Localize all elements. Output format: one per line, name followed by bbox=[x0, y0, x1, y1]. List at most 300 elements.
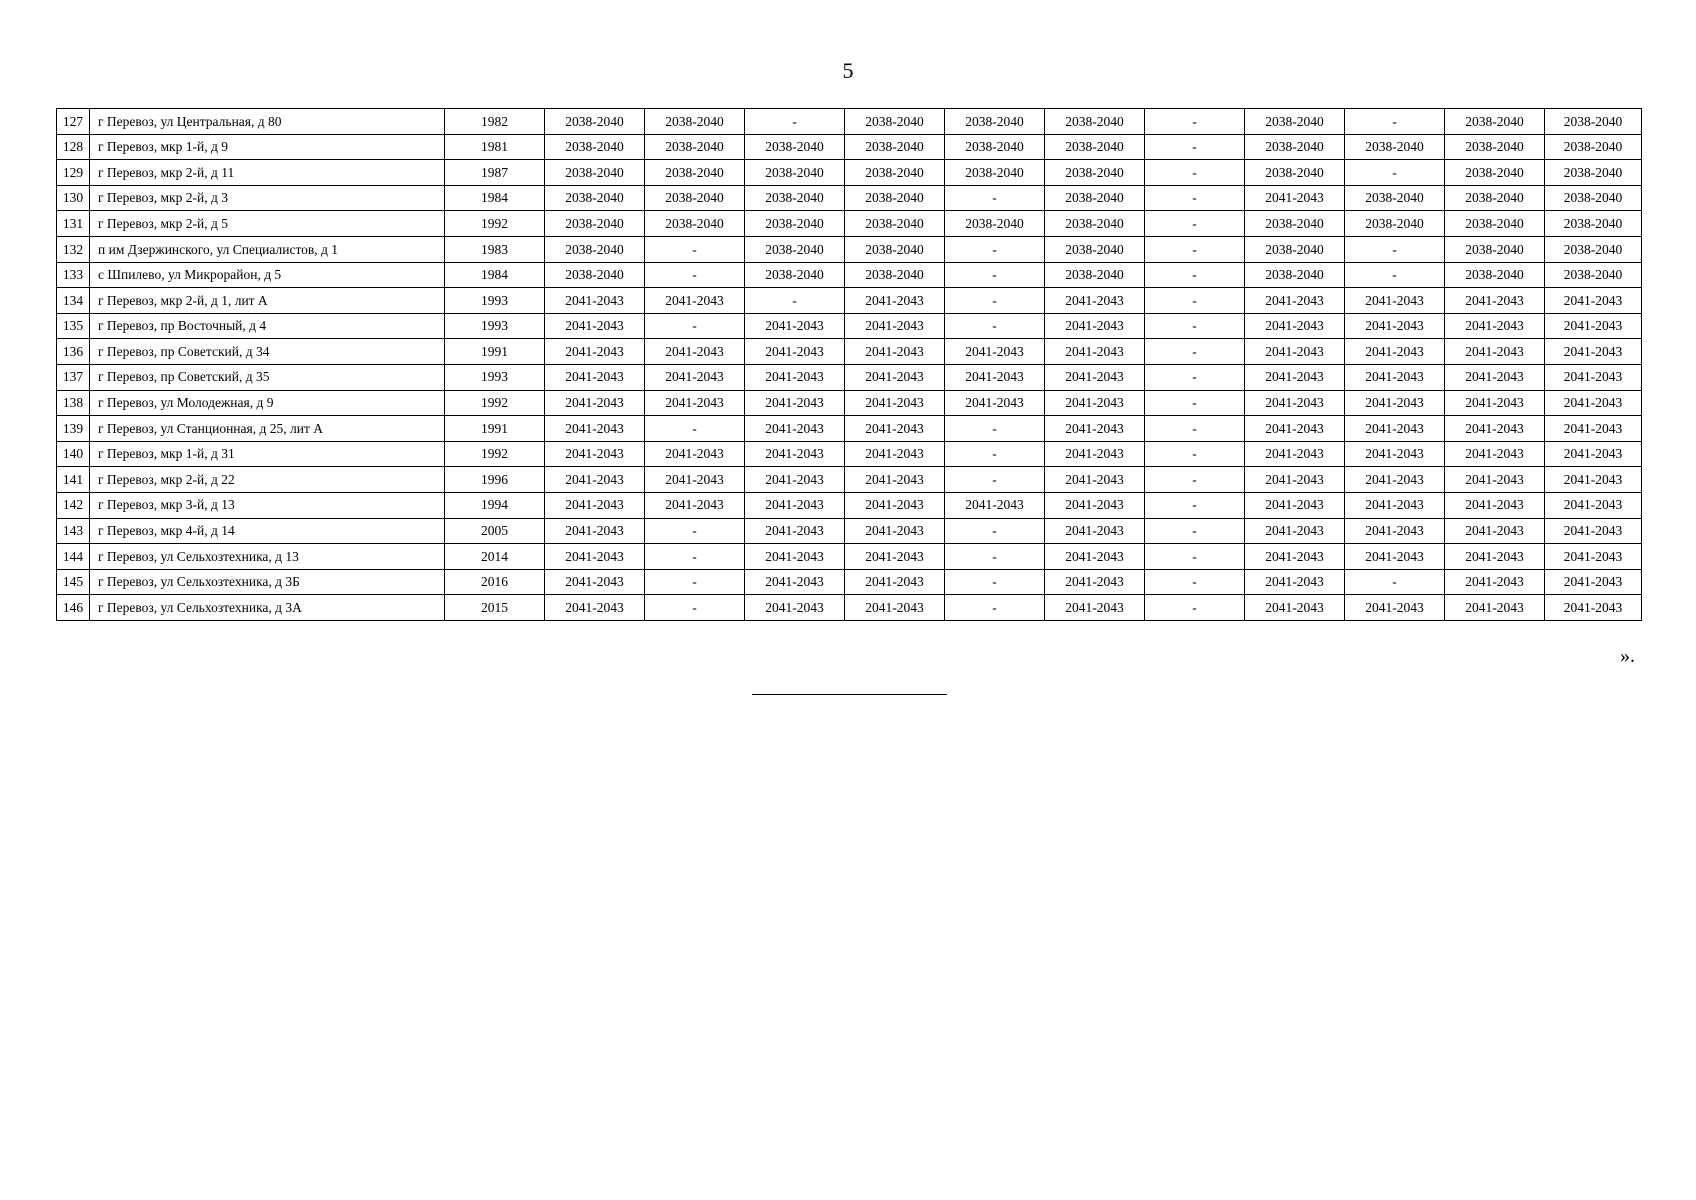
address-cell: г Перевоз, мкр 2-й, д 3 bbox=[90, 185, 445, 211]
work-period-cell: 2041-2043 bbox=[545, 467, 645, 493]
work-period-cell: 2041-2043 bbox=[1445, 313, 1545, 339]
work-period-cell: 2038-2040 bbox=[745, 211, 845, 237]
work-period-cell: 2041-2043 bbox=[845, 339, 945, 365]
work-period-cell: 2038-2040 bbox=[1045, 262, 1145, 288]
work-period-cell: 2038-2040 bbox=[1045, 134, 1145, 160]
work-period-cell: 2041-2043 bbox=[1545, 339, 1642, 365]
separator-line bbox=[752, 694, 947, 695]
work-period-cell: 2038-2040 bbox=[645, 160, 745, 186]
work-period-cell: 2038-2040 bbox=[1345, 211, 1445, 237]
work-period-cell: 2038-2040 bbox=[1045, 160, 1145, 186]
work-period-cell: 2041-2043 bbox=[1045, 313, 1145, 339]
work-period-cell: 2041-2043 bbox=[1345, 339, 1445, 365]
work-period-cell: - bbox=[1145, 134, 1245, 160]
table-row bbox=[57, 544, 1642, 570]
work-period-cell: 2041-2043 bbox=[1045, 467, 1145, 493]
work-period-cell: 2038-2040 bbox=[545, 236, 645, 262]
work-period-cell: 2038-2040 bbox=[1245, 109, 1345, 135]
work-period-cell: 2041-2043 bbox=[1545, 288, 1642, 314]
work-period-cell: - bbox=[1145, 364, 1245, 390]
work-period-cell: 2041-2043 bbox=[545, 339, 645, 365]
year-built-cell: 1994 bbox=[445, 492, 545, 518]
work-period-cell: - bbox=[1345, 569, 1445, 595]
work-period-cell: 2041-2043 bbox=[845, 492, 945, 518]
table-row bbox=[57, 467, 1642, 493]
row-number-cell: 131 bbox=[57, 211, 90, 237]
work-period-cell: 2041-2043 bbox=[745, 544, 845, 570]
work-period-cell: 2041-2043 bbox=[1545, 416, 1642, 442]
work-period-cell: 2041-2043 bbox=[845, 467, 945, 493]
work-period-cell: - bbox=[945, 185, 1045, 211]
work-period-cell: 2038-2040 bbox=[845, 160, 945, 186]
table-row bbox=[57, 109, 1642, 135]
work-period-cell: 2041-2043 bbox=[1045, 569, 1145, 595]
work-period-cell: 2038-2040 bbox=[845, 185, 945, 211]
row-number-cell: 127 bbox=[57, 109, 90, 135]
work-period-cell: 2038-2040 bbox=[1545, 160, 1642, 186]
work-period-cell: 2041-2043 bbox=[1245, 313, 1345, 339]
work-period-cell: - bbox=[745, 288, 845, 314]
work-period-cell: - bbox=[1345, 160, 1445, 186]
work-period-cell: 2041-2043 bbox=[1245, 544, 1345, 570]
work-period-cell: 2038-2040 bbox=[845, 211, 945, 237]
work-period-cell: - bbox=[945, 544, 1045, 570]
work-period-cell: 2041-2043 bbox=[745, 492, 845, 518]
work-period-cell: 2041-2043 bbox=[545, 313, 645, 339]
work-period-cell: 2041-2043 bbox=[1445, 569, 1545, 595]
work-period-cell: 2041-2043 bbox=[745, 390, 845, 416]
work-period-cell: 2038-2040 bbox=[945, 160, 1045, 186]
work-period-cell: - bbox=[645, 595, 745, 621]
work-period-cell: 2038-2040 bbox=[545, 134, 645, 160]
work-period-cell: 2038-2040 bbox=[545, 262, 645, 288]
work-period-cell: - bbox=[1345, 109, 1445, 135]
row-number-cell: 136 bbox=[57, 339, 90, 365]
work-period-cell: 2038-2040 bbox=[745, 262, 845, 288]
table-row bbox=[57, 288, 1642, 314]
year-built-cell: 1993 bbox=[445, 364, 545, 390]
work-period-cell: 2038-2040 bbox=[1545, 262, 1642, 288]
work-period-cell: - bbox=[1145, 441, 1245, 467]
row-number-cell: 140 bbox=[57, 441, 90, 467]
work-period-cell: 2041-2043 bbox=[845, 390, 945, 416]
work-period-cell: 2041-2043 bbox=[1245, 339, 1345, 365]
work-period-cell: 2041-2043 bbox=[1345, 416, 1445, 442]
work-period-cell: 2038-2040 bbox=[645, 185, 745, 211]
address-cell: г Перевоз, ул Молодежная, д 9 bbox=[90, 390, 445, 416]
work-period-cell: 2041-2043 bbox=[1445, 467, 1545, 493]
work-period-cell: - bbox=[1145, 288, 1245, 314]
work-period-cell: 2041-2043 bbox=[645, 288, 745, 314]
work-period-cell: 2041-2043 bbox=[845, 364, 945, 390]
work-period-cell: - bbox=[1145, 390, 1245, 416]
work-period-cell: - bbox=[645, 518, 745, 544]
work-period-cell: 2038-2040 bbox=[1445, 134, 1545, 160]
address-cell: г Перевоз, мкр 4-й, д 14 bbox=[90, 518, 445, 544]
work-period-cell: - bbox=[945, 262, 1045, 288]
row-number-cell: 128 bbox=[57, 134, 90, 160]
work-period-cell: 2041-2043 bbox=[745, 595, 845, 621]
table-row bbox=[57, 211, 1642, 237]
row-number-cell: 129 bbox=[57, 160, 90, 186]
work-period-cell: - bbox=[1145, 595, 1245, 621]
table-row bbox=[57, 390, 1642, 416]
work-period-cell: 2041-2043 bbox=[1345, 518, 1445, 544]
work-period-cell: - bbox=[645, 569, 745, 595]
work-period-cell: - bbox=[945, 569, 1045, 595]
address-cell: г Перевоз, ул Центральная, д 80 bbox=[90, 109, 445, 135]
work-period-cell: - bbox=[945, 416, 1045, 442]
work-period-cell: 2041-2043 bbox=[845, 569, 945, 595]
work-period-cell: 2041-2043 bbox=[1245, 441, 1345, 467]
work-period-cell: - bbox=[1345, 262, 1445, 288]
work-period-cell: 2038-2040 bbox=[1045, 185, 1145, 211]
year-built-cell: 1982 bbox=[445, 109, 545, 135]
work-period-cell: - bbox=[1145, 262, 1245, 288]
table-row bbox=[57, 518, 1642, 544]
row-number-cell: 135 bbox=[57, 313, 90, 339]
work-period-cell: - bbox=[1145, 467, 1245, 493]
work-period-cell: 2041-2043 bbox=[945, 364, 1045, 390]
table-body bbox=[57, 109, 1642, 621]
work-period-cell: 2041-2043 bbox=[745, 313, 845, 339]
row-number-cell: 133 bbox=[57, 262, 90, 288]
work-period-cell: 2038-2040 bbox=[1345, 134, 1445, 160]
work-period-cell: 2041-2043 bbox=[545, 288, 645, 314]
work-period-cell: 2038-2040 bbox=[1045, 236, 1145, 262]
work-period-cell: - bbox=[945, 313, 1045, 339]
row-number-cell: 139 bbox=[57, 416, 90, 442]
year-built-cell: 1987 bbox=[445, 160, 545, 186]
work-period-cell: 2038-2040 bbox=[1245, 262, 1345, 288]
page-number: 5 bbox=[842, 58, 854, 83]
work-period-cell: 2038-2040 bbox=[1545, 134, 1642, 160]
work-period-cell: 2041-2043 bbox=[1345, 364, 1445, 390]
work-period-cell: 2041-2043 bbox=[1345, 441, 1445, 467]
row-number-cell: 138 bbox=[57, 390, 90, 416]
address-cell: г Перевоз, мкр 3-й, д 13 bbox=[90, 492, 445, 518]
year-built-cell: 1981 bbox=[445, 134, 545, 160]
address-cell: г Перевоз, мкр 1-й, д 31 bbox=[90, 441, 445, 467]
table-row bbox=[57, 339, 1642, 365]
work-period-cell: 2041-2043 bbox=[1045, 339, 1145, 365]
work-period-cell: 2041-2043 bbox=[745, 441, 845, 467]
work-period-cell: - bbox=[945, 595, 1045, 621]
work-period-cell: - bbox=[645, 236, 745, 262]
work-period-cell: 2041-2043 bbox=[1445, 416, 1545, 442]
year-built-cell: 1992 bbox=[445, 441, 545, 467]
year-built-cell: 1992 bbox=[445, 211, 545, 237]
work-period-cell: - bbox=[1145, 109, 1245, 135]
year-built-cell: 1983 bbox=[445, 236, 545, 262]
work-period-cell: 2041-2043 bbox=[1445, 441, 1545, 467]
address-cell: г Перевоз, пр Советский, д 34 bbox=[90, 339, 445, 365]
work-period-cell: 2041-2043 bbox=[1545, 441, 1642, 467]
work-period-cell: - bbox=[1145, 518, 1245, 544]
work-period-cell: - bbox=[1345, 236, 1445, 262]
row-number-cell: 132 bbox=[57, 236, 90, 262]
address-cell: г Перевоз, пр Советский, д 35 bbox=[90, 364, 445, 390]
work-period-cell: 2041-2043 bbox=[1045, 518, 1145, 544]
work-period-cell: 2041-2043 bbox=[845, 518, 945, 544]
row-number-cell: 144 bbox=[57, 544, 90, 570]
year-built-cell: 2016 bbox=[445, 569, 545, 595]
work-period-cell: 2041-2043 bbox=[1545, 569, 1642, 595]
work-period-cell: 2041-2043 bbox=[645, 390, 745, 416]
work-period-cell: - bbox=[1145, 211, 1245, 237]
work-period-cell: 2041-2043 bbox=[1345, 492, 1445, 518]
work-period-cell: 2041-2043 bbox=[1545, 364, 1642, 390]
row-number-cell: 141 bbox=[57, 467, 90, 493]
table-row bbox=[57, 595, 1642, 621]
work-period-cell: 2041-2043 bbox=[1245, 467, 1345, 493]
year-built-cell: 1991 bbox=[445, 339, 545, 365]
work-period-cell: 2041-2043 bbox=[1045, 595, 1145, 621]
work-period-cell: 2041-2043 bbox=[1445, 288, 1545, 314]
work-period-cell: 2041-2043 bbox=[1245, 390, 1345, 416]
work-period-cell: 2041-2043 bbox=[745, 569, 845, 595]
work-period-cell: - bbox=[1145, 569, 1245, 595]
work-period-cell: 2038-2040 bbox=[1445, 109, 1545, 135]
work-period-cell: 2041-2043 bbox=[1245, 492, 1345, 518]
work-period-cell: 2041-2043 bbox=[1345, 595, 1445, 621]
work-period-cell: 2041-2043 bbox=[1345, 288, 1445, 314]
table-row bbox=[57, 441, 1642, 467]
repair-schedule-table bbox=[56, 108, 1642, 621]
work-period-cell: 2041-2043 bbox=[1045, 544, 1145, 570]
work-period-cell: - bbox=[645, 544, 745, 570]
work-period-cell: - bbox=[1145, 544, 1245, 570]
year-built-cell: 1993 bbox=[445, 288, 545, 314]
work-period-cell: 2041-2043 bbox=[745, 518, 845, 544]
work-period-cell: 2038-2040 bbox=[1245, 211, 1345, 237]
row-number-cell: 146 bbox=[57, 595, 90, 621]
work-period-cell: 2041-2043 bbox=[1445, 339, 1545, 365]
work-period-cell: - bbox=[1145, 185, 1245, 211]
work-period-cell: 2041-2043 bbox=[1545, 492, 1642, 518]
work-period-cell: 2041-2043 bbox=[545, 492, 645, 518]
work-period-cell: 2041-2043 bbox=[845, 441, 945, 467]
work-period-cell: 2041-2043 bbox=[1245, 288, 1345, 314]
work-period-cell: 2038-2040 bbox=[1445, 211, 1545, 237]
work-period-cell: 2038-2040 bbox=[1245, 236, 1345, 262]
work-period-cell: 2038-2040 bbox=[1545, 185, 1642, 211]
work-period-cell: 2041-2043 bbox=[1245, 416, 1345, 442]
year-built-cell: 1993 bbox=[445, 313, 545, 339]
year-built-cell: 1991 bbox=[445, 416, 545, 442]
work-period-cell: 2041-2043 bbox=[645, 339, 745, 365]
work-period-cell: 2038-2040 bbox=[1545, 236, 1642, 262]
year-built-cell: 1984 bbox=[445, 185, 545, 211]
work-period-cell: 2041-2043 bbox=[1545, 467, 1642, 493]
work-period-cell: 2041-2043 bbox=[545, 441, 645, 467]
work-period-cell: 2038-2040 bbox=[545, 211, 645, 237]
address-cell: г Перевоз, мкр 2-й, д 5 bbox=[90, 211, 445, 237]
work-period-cell: 2038-2040 bbox=[645, 134, 745, 160]
work-period-cell: 2041-2043 bbox=[1545, 313, 1642, 339]
table-row bbox=[57, 569, 1642, 595]
work-period-cell: 2038-2040 bbox=[1445, 262, 1545, 288]
work-period-cell: 2041-2043 bbox=[845, 595, 945, 621]
address-cell: г Перевоз, ул Станционная, д 25, лит А bbox=[90, 416, 445, 442]
table-row bbox=[57, 416, 1642, 442]
work-period-cell: - bbox=[1145, 416, 1245, 442]
year-built-cell: 2014 bbox=[445, 544, 545, 570]
row-number-cell: 134 bbox=[57, 288, 90, 314]
work-period-cell: - bbox=[745, 109, 845, 135]
table-row bbox=[57, 160, 1642, 186]
work-period-cell: 2041-2043 bbox=[1245, 364, 1345, 390]
closing-quote: ». bbox=[1620, 645, 1635, 667]
work-period-cell: 2041-2043 bbox=[545, 569, 645, 595]
work-period-cell: 2041-2043 bbox=[845, 313, 945, 339]
work-period-cell: 2041-2043 bbox=[1245, 595, 1345, 621]
work-period-cell: 2038-2040 bbox=[645, 109, 745, 135]
table-row bbox=[57, 236, 1642, 262]
work-period-cell: 2038-2040 bbox=[1045, 109, 1145, 135]
work-period-cell: 2041-2043 bbox=[545, 364, 645, 390]
work-period-cell: 2038-2040 bbox=[845, 109, 945, 135]
work-period-cell: 2041-2043 bbox=[845, 416, 945, 442]
work-period-cell: 2041-2043 bbox=[1045, 390, 1145, 416]
work-period-cell: 2038-2040 bbox=[745, 236, 845, 262]
work-period-cell: 2038-2040 bbox=[945, 211, 1045, 237]
work-period-cell: 2038-2040 bbox=[1445, 160, 1545, 186]
work-period-cell: - bbox=[645, 416, 745, 442]
work-period-cell: 2041-2043 bbox=[545, 390, 645, 416]
work-period-cell: - bbox=[945, 236, 1045, 262]
work-period-cell: - bbox=[645, 313, 745, 339]
work-period-cell: 2038-2040 bbox=[745, 134, 845, 160]
year-built-cell: 2005 bbox=[445, 518, 545, 544]
work-period-cell: 2038-2040 bbox=[845, 262, 945, 288]
work-period-cell: 2041-2043 bbox=[1345, 390, 1445, 416]
work-period-cell: 2038-2040 bbox=[945, 134, 1045, 160]
year-built-cell: 1984 bbox=[445, 262, 545, 288]
work-period-cell: 2041-2043 bbox=[1545, 518, 1642, 544]
work-period-cell: 2041-2043 bbox=[545, 416, 645, 442]
work-period-cell: - bbox=[945, 288, 1045, 314]
work-period-cell: 2041-2043 bbox=[745, 339, 845, 365]
work-period-cell: 2041-2043 bbox=[945, 339, 1045, 365]
work-period-cell: 2041-2043 bbox=[645, 364, 745, 390]
work-period-cell: 2041-2043 bbox=[1245, 185, 1345, 211]
work-period-cell: 2038-2040 bbox=[1445, 236, 1545, 262]
work-period-cell: 2041-2043 bbox=[645, 467, 745, 493]
row-number-cell: 130 bbox=[57, 185, 90, 211]
work-period-cell: 2041-2043 bbox=[745, 467, 845, 493]
work-period-cell: 2041-2043 bbox=[1445, 390, 1545, 416]
address-cell: г Перевоз, пр Восточный, д 4 bbox=[90, 313, 445, 339]
address-cell: п им Дзержинского, ул Специалистов, д 1 bbox=[90, 236, 445, 262]
address-cell: г Перевоз, ул Сельхозтехника, д 13 bbox=[90, 544, 445, 570]
work-period-cell: 2041-2043 bbox=[945, 492, 1045, 518]
work-period-cell: - bbox=[1145, 339, 1245, 365]
work-period-cell: 2038-2040 bbox=[1545, 211, 1642, 237]
work-period-cell: 2041-2043 bbox=[1445, 364, 1545, 390]
work-period-cell: 2038-2040 bbox=[745, 185, 845, 211]
work-period-cell: 2041-2043 bbox=[1445, 544, 1545, 570]
address-cell: г Перевоз, мкр 2-й, д 1, лит А bbox=[90, 288, 445, 314]
work-period-cell: 2041-2043 bbox=[1045, 492, 1145, 518]
work-period-cell: - bbox=[945, 518, 1045, 544]
address-cell: г Перевоз, мкр 1-й, д 9 bbox=[90, 134, 445, 160]
work-period-cell: - bbox=[945, 441, 1045, 467]
work-period-cell: 2041-2043 bbox=[745, 364, 845, 390]
work-period-cell: 2041-2043 bbox=[1545, 595, 1642, 621]
work-period-cell: 2041-2043 bbox=[645, 492, 745, 518]
work-period-cell: 2041-2043 bbox=[945, 390, 1045, 416]
row-number-cell: 137 bbox=[57, 364, 90, 390]
work-period-cell: 2038-2040 bbox=[645, 211, 745, 237]
work-period-cell: 2041-2043 bbox=[1245, 569, 1345, 595]
address-cell: г Перевоз, ул Сельхозтехника, д 3А bbox=[90, 595, 445, 621]
work-period-cell: 2038-2040 bbox=[845, 236, 945, 262]
table-row bbox=[57, 492, 1642, 518]
work-period-cell: 2038-2040 bbox=[545, 160, 645, 186]
work-period-cell: 2041-2043 bbox=[545, 518, 645, 544]
work-period-cell: 2041-2043 bbox=[1445, 595, 1545, 621]
work-period-cell: 2041-2043 bbox=[1545, 390, 1642, 416]
work-period-cell: 2041-2043 bbox=[545, 544, 645, 570]
work-period-cell: - bbox=[1145, 313, 1245, 339]
work-period-cell: 2038-2040 bbox=[1045, 211, 1145, 237]
work-period-cell: - bbox=[1145, 492, 1245, 518]
table-row bbox=[57, 262, 1642, 288]
work-period-cell: - bbox=[945, 467, 1045, 493]
address-cell: г Перевоз, мкр 2-й, д 11 bbox=[90, 160, 445, 186]
table-row bbox=[57, 134, 1642, 160]
address-cell: г Перевоз, мкр 2-й, д 22 bbox=[90, 467, 445, 493]
work-period-cell: 2038-2040 bbox=[1245, 160, 1345, 186]
work-period-cell: - bbox=[1145, 236, 1245, 262]
table-row bbox=[57, 313, 1642, 339]
table-row bbox=[57, 185, 1642, 211]
year-built-cell: 2015 bbox=[445, 595, 545, 621]
work-period-cell: 2041-2043 bbox=[1545, 544, 1642, 570]
work-period-cell: 2041-2043 bbox=[1345, 313, 1445, 339]
work-period-cell: 2041-2043 bbox=[1045, 364, 1145, 390]
work-period-cell: 2041-2043 bbox=[1045, 288, 1145, 314]
work-period-cell: 2038-2040 bbox=[1245, 134, 1345, 160]
work-period-cell: 2038-2040 bbox=[1545, 109, 1642, 135]
work-period-cell: 2038-2040 bbox=[1345, 185, 1445, 211]
work-period-cell: 2038-2040 bbox=[545, 185, 645, 211]
work-period-cell: 2041-2043 bbox=[1445, 492, 1545, 518]
address-cell: г Перевоз, ул Сельхозтехника, д 3Б bbox=[90, 569, 445, 595]
year-built-cell: 1996 bbox=[445, 467, 545, 493]
address-cell: с Шпилево, ул Микрорайон, д 5 bbox=[90, 262, 445, 288]
work-period-cell: 2041-2043 bbox=[845, 288, 945, 314]
work-period-cell: 2038-2040 bbox=[545, 109, 645, 135]
work-period-cell: 2041-2043 bbox=[1245, 518, 1345, 544]
row-number-cell: 142 bbox=[57, 492, 90, 518]
row-number-cell: 143 bbox=[57, 518, 90, 544]
work-period-cell: 2041-2043 bbox=[1345, 544, 1445, 570]
work-period-cell: 2041-2043 bbox=[745, 416, 845, 442]
work-period-cell: 2038-2040 bbox=[845, 134, 945, 160]
work-period-cell: 2041-2043 bbox=[1445, 518, 1545, 544]
year-built-cell: 1992 bbox=[445, 390, 545, 416]
work-period-cell: - bbox=[1145, 160, 1245, 186]
work-period-cell: 2041-2043 bbox=[545, 595, 645, 621]
row-number-cell: 145 bbox=[57, 569, 90, 595]
work-period-cell: 2041-2043 bbox=[1345, 467, 1445, 493]
work-period-cell: 2041-2043 bbox=[645, 441, 745, 467]
work-period-cell: - bbox=[645, 262, 745, 288]
work-period-cell: 2041-2043 bbox=[1045, 416, 1145, 442]
table-row bbox=[57, 364, 1642, 390]
